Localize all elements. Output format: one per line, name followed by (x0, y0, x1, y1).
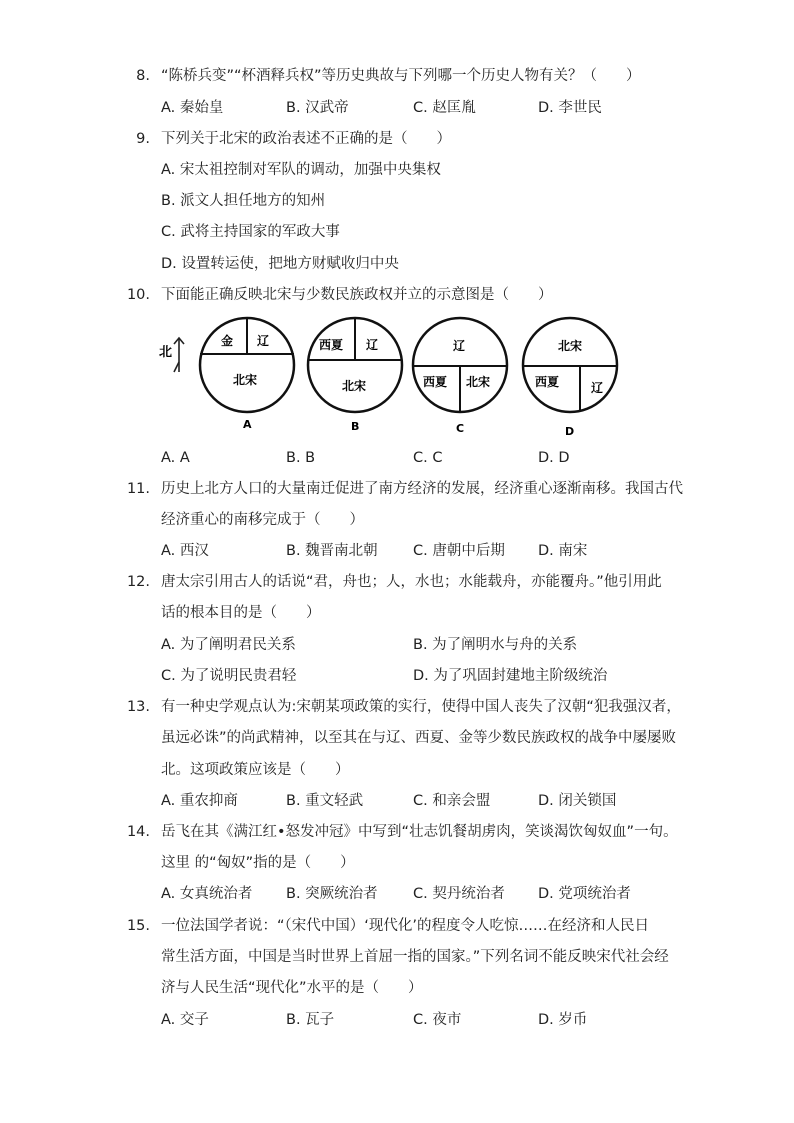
option-d: D. D (538, 450, 570, 466)
option-b: B. 突厥统治者 (286, 886, 378, 902)
region-label: 北宋 (558, 339, 583, 353)
diagram-label: B (351, 420, 360, 433)
question-stem-line: 这里 的“匈奴”指的是（ ） (161, 855, 355, 871)
question-stem: 下列关于北宋的政治表述不正确的是（ ） (161, 131, 451, 147)
option-d: D. 闭关锁国 (538, 793, 617, 809)
question-stem-line: 有一种史学观点认为:宋朝某项政策的实行，使得中国人丧失了汉朝“犯我强汉者， (161, 699, 681, 715)
question-number: 10. (126, 287, 150, 303)
question-stem-line: 一位法国学者说：“（宋代中国）‘现代化’的程度令人吃惊……在经济和人民日 (161, 918, 649, 934)
option-c: C. C (413, 450, 443, 466)
question-stem: 下面能正确反映北宋与少数民族政权并立的示意图是（ ） (161, 287, 553, 303)
region-label: 辽 (453, 339, 466, 353)
region-label: 西夏 (535, 375, 560, 389)
option-d: D. 李世民 (538, 100, 602, 116)
option-b: B. 重文轻武 (286, 793, 364, 809)
diagram-d (523, 318, 617, 412)
region-label: 北宋 (233, 373, 258, 387)
option-b: B. 为了阐明水与舟的关系 (413, 637, 578, 653)
option-a: A. 秦始皇 (161, 100, 224, 116)
diagram-label: D (565, 425, 575, 438)
region-label: 金 (221, 334, 234, 348)
option-a: A. 西汉 (161, 543, 209, 559)
region-label: 辽 (591, 381, 604, 395)
question-stem-line: 济与人民生活“现代化”水平的是（ ） (161, 980, 423, 996)
question-number: 8. (136, 68, 150, 84)
question-stem-line: 唐太宗引用古人的话说“君，舟也；人，水也；水能载舟，亦能覆舟。”他引用此 (161, 574, 662, 590)
option-c: C. 夜市 (413, 1012, 462, 1028)
region-label: 辽 (257, 334, 270, 348)
north-arrow-icon (174, 338, 184, 372)
question-stem-line: 经济重心的南移完成于（ ） (161, 512, 364, 528)
diagram-label: A (243, 418, 252, 431)
option-d: D. 设置转运使，把地方财赋收归中央 (161, 256, 399, 272)
option-c: C. 契丹统治者 (413, 886, 505, 902)
option-b: B. B (286, 450, 316, 466)
option-d: D. 党项统治者 (538, 886, 631, 902)
option-c: C. 唐朝中后期 (413, 543, 505, 559)
region-label: 北宋 (466, 375, 491, 389)
option-b: B. 瓦子 (286, 1012, 335, 1028)
option-a: A. 为了阐明君民关系 (161, 637, 296, 653)
option-c: C. 赵匡胤 (413, 100, 476, 116)
region-label: 西夏 (319, 338, 344, 352)
compass-north-label: 北 (159, 345, 173, 360)
option-b: B. 派文人担任地方的知州 (161, 193, 326, 209)
option-a: A. 重农抑商 (161, 793, 238, 809)
option-d: D. 为了巩固封建地主阶级统治 (413, 668, 608, 684)
question-stem-line: 常生活方面，中国是当时世界上首屈一指的国家。”下列名词不能反映宋代社会经 (161, 949, 669, 965)
option-d: D. 南宋 (538, 543, 588, 559)
option-c: C. 武将主持国家的军政大事 (161, 224, 340, 240)
option-d: D. 岁币 (538, 1012, 588, 1028)
question-stem-line: 虽远必诛”的尚武精神，以至其在与辽、西夏、金等少数民族政权的战争中屡屡败 (161, 730, 677, 746)
option-a: A. 女真统治者 (161, 886, 253, 902)
diagram-c (413, 318, 507, 412)
question-number: 13. (126, 699, 150, 715)
question-stem-line: 岳飞在其《满江红•怒发冲冠》中写到“壮志饥餐胡虏肉，笑谈渴饮匈奴血”一句。 (161, 824, 678, 840)
region-label: 西夏 (423, 375, 448, 389)
question-number: 11. (126, 481, 150, 497)
question-number: 9. (136, 131, 150, 147)
region-label: 辽 (366, 338, 379, 352)
option-a: A. 宋太祖控制对军队的调动，加强中央集权 (161, 162, 441, 178)
option-c: C. 为了说明民贵君轻 (161, 668, 297, 684)
question-stem-line: 北。这项政策应该是（ ） (161, 762, 350, 778)
option-b: B. 魏晋南北朝 (286, 543, 378, 559)
question-number: 15. (126, 918, 150, 934)
option-a: A. 交子 (161, 1012, 209, 1028)
question-stem-line: 历史上北方人口的大量南迁促进了南方经济的发展，经济重心逐渐南移。我国古代 (161, 481, 683, 497)
option-b: B. 汉武帝 (286, 100, 349, 116)
question-stem: “陈桥兵变”“杯酒释兵权”等历史典故与下列哪一个历史人物有关？（ ） (161, 68, 641, 84)
question-number: 12. (126, 574, 150, 590)
question-stem-line: 话的根本目的是（ ） (161, 605, 321, 621)
diagram-label: C (456, 422, 465, 435)
region-label: 北宋 (342, 379, 367, 393)
option-c: C. 和亲会盟 (413, 793, 491, 809)
diagram-a (200, 318, 294, 412)
diagram-b (308, 318, 402, 412)
option-a: A. A (161, 450, 190, 466)
question-number: 14. (126, 824, 150, 840)
territory-diagrams (155, 310, 655, 440)
